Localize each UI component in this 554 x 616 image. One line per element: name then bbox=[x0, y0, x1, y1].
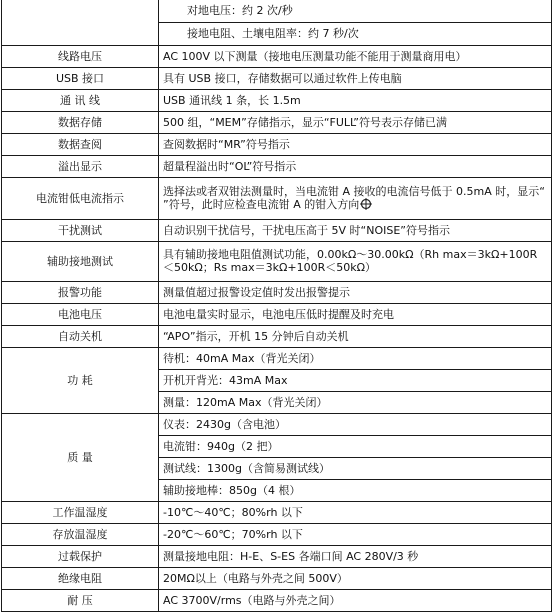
table-row bbox=[2, 281, 552, 303]
spec-key: 溢出显示 bbox=[2, 155, 159, 177]
spec-value: 测量接地电阻：H-E、S-ES 各端口间 AC 280V/3 秒 bbox=[159, 545, 552, 567]
table-row bbox=[2, 303, 552, 325]
spec-key: 自动关机 bbox=[2, 325, 159, 347]
spec-key: 耐 压 bbox=[2, 589, 159, 611]
table-row bbox=[2, 67, 552, 89]
spec-value: -20℃～60℃；70%rh 以下 bbox=[159, 523, 552, 545]
spec-value: 自动识别干扰信号，干扰电压高于 5V 时“NOISE”符号指示 bbox=[159, 219, 552, 241]
spec-key: 质 量 bbox=[2, 413, 159, 501]
table-row bbox=[2, 501, 552, 523]
table-row bbox=[2, 589, 552, 611]
spec-key: 数据查阅 bbox=[2, 133, 159, 155]
spec-value: 具有辅助接地电阻值测试功能，0.00kΩ～30.00kΩ（Rh max＝3kΩ+100R＜50kΩ；Rs max＝3kΩ+100R＜50kΩ） bbox=[159, 241, 552, 281]
spec-value: 500 组，“MEM”存储指示，显示“FULL”符号表示存储已满 bbox=[159, 111, 552, 133]
spec-value: USB 通讯线 1 条，长 1.5m bbox=[159, 89, 552, 111]
spec-key: 电池电压 bbox=[2, 303, 159, 325]
hand-cursor-icon bbox=[360, 198, 372, 210]
table-row bbox=[2, 567, 552, 589]
table-row bbox=[2, 89, 552, 111]
table-row bbox=[2, 413, 552, 435]
spec-value: 20MΩ以上（电路与外壳之间 500V） bbox=[159, 567, 552, 589]
spec-value: 查阅数据时“MR”符号指示 bbox=[159, 133, 552, 155]
spec-value: AC 3700V/rms（电路与外壳之间） bbox=[159, 589, 552, 611]
specification-table bbox=[1, 0, 552, 612]
spec-value: 具有 USB 接口，存储数据可以通过软件上传电脑 bbox=[159, 67, 552, 89]
spec-value: 接地电阻、土壤电阻率：约 7 秒/次 bbox=[159, 22, 552, 45]
spec-key: 功 耗 bbox=[2, 347, 159, 413]
spec-value: 测量：120mA Max（背光关闭） bbox=[159, 391, 552, 413]
clamp-low-current-text: 选择法或者双钳法测量时，当电流钳 A 接收的电流信号低于 0.5mA 时，显示“ ”符号，此时应检查电流钳 A 的钳入方向 bbox=[163, 185, 545, 211]
spec-value: 电池电量实时显示，电池电压低时提醒及时充电 bbox=[159, 303, 552, 325]
table-row bbox=[2, 523, 552, 545]
table-row bbox=[2, 241, 552, 281]
spec-value: “APO”指示，开机 15 分钟后自动关机 bbox=[159, 325, 552, 347]
spec-key: 存放温湿度 bbox=[2, 523, 159, 545]
spec-key: 绝缘电阻 bbox=[2, 567, 159, 589]
spec-key: 报警功能 bbox=[2, 281, 159, 303]
spec-value bbox=[159, 177, 552, 219]
table-row bbox=[2, 133, 552, 155]
spec-value: 超量程溢出时“OL”符号指示 bbox=[159, 155, 552, 177]
table-row bbox=[2, 155, 552, 177]
spec-key: 线路电压 bbox=[2, 45, 159, 67]
spec-value: 仪表：2430g（含电池） bbox=[159, 413, 552, 435]
spec-key: USB 接口 bbox=[2, 67, 159, 89]
spec-key: 数据存储 bbox=[2, 111, 159, 133]
table-row bbox=[2, 0, 552, 22]
spec-key-empty bbox=[2, 0, 159, 45]
spec-key: 干扰测试 bbox=[2, 219, 159, 241]
spec-value: 对地电压：约 2 次/秒 bbox=[159, 0, 552, 22]
table-row bbox=[2, 219, 552, 241]
spec-value: 待机：40mA Max（背光关闭） bbox=[159, 347, 552, 369]
spec-value: 电流钳：940g（2 把） bbox=[159, 435, 552, 457]
spec-value: -10℃～40℃；80%rh 以下 bbox=[159, 501, 552, 523]
spec-key: 电流钳低电流指示 bbox=[2, 177, 159, 219]
table-row bbox=[2, 325, 552, 347]
spec-value: 开机开背光：43mA Max bbox=[159, 369, 552, 391]
spec-key: 辅助接地测试 bbox=[2, 241, 159, 281]
spec-value: 辅助接地棒：850g（4 根） bbox=[159, 479, 552, 501]
spec-value: 测量值超过报警设定值时发出报警提示 bbox=[159, 281, 552, 303]
table-row bbox=[2, 545, 552, 567]
spec-key: 通 讯 线 bbox=[2, 89, 159, 111]
spec-key: 工作温湿度 bbox=[2, 501, 159, 523]
table-row bbox=[2, 111, 552, 133]
spec-value: AC 100V 以下测量（接地电压测量功能不能用于测量商用电） bbox=[159, 45, 552, 67]
spec-key: 过载保护 bbox=[2, 545, 159, 567]
table-row bbox=[2, 177, 552, 219]
table-row bbox=[2, 347, 552, 369]
table-row bbox=[2, 45, 552, 67]
spec-value: 测试线：1300g（含简易测试线） bbox=[159, 457, 552, 479]
